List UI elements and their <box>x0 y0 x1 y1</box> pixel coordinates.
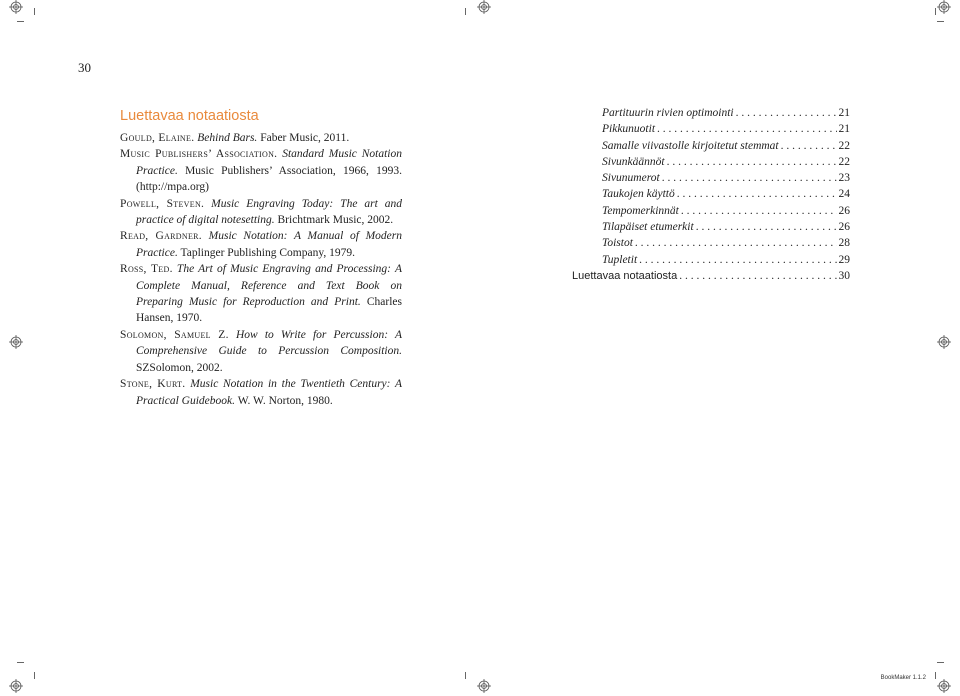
entry-details: Charles Hansen, 1970. <box>136 296 402 325</box>
toc-entry[interactable] <box>572 107 850 123</box>
toc-leader <box>635 237 837 249</box>
table-of-contents <box>572 107 850 286</box>
toc-label: Sivunumerot <box>602 172 660 185</box>
toc-label: Tempomerkinnät <box>602 204 679 217</box>
toc-label: Toistot <box>602 237 633 250</box>
toc-page: 23 <box>838 172 850 185</box>
toc-page: 22 <box>838 139 850 152</box>
footer-label: BookMaker 1.1.2 <box>880 675 926 681</box>
toc-label: Tupletit <box>602 253 638 266</box>
toc-label: Pikkunuotit <box>602 123 656 136</box>
bibliography-entry <box>120 228 402 261</box>
entry-details: Music Publishers’ Association, 1966, 1993. (http://mpa.org) <box>136 164 403 194</box>
entry-title: Standard Music Notation Practice. <box>136 148 403 177</box>
toc-entry[interactable] <box>572 254 850 270</box>
crop-mark <box>465 672 466 679</box>
registration-mark-icon <box>9 679 23 693</box>
toc-label: Sivunkäännöt <box>602 155 665 168</box>
bibliography-entry <box>120 376 402 409</box>
crop-mark <box>935 8 936 15</box>
entry-title: Behind Bars. <box>197 132 258 144</box>
toc-label: Taukojen käyttö <box>602 188 675 201</box>
crop-mark <box>17 662 24 663</box>
toc-leader <box>736 107 837 119</box>
bibliography-entry <box>120 196 402 229</box>
entry-details: Faber Music, 2011. <box>260 132 350 144</box>
toc-page: 26 <box>838 221 850 234</box>
toc-entry[interactable] <box>572 237 850 253</box>
entry-title: Music Notation in the Twentieth Century: A Practical Guidebook. <box>136 378 402 407</box>
crop-mark <box>935 672 936 679</box>
toc-entry[interactable] <box>572 172 850 188</box>
toc-page: 28 <box>838 237 850 250</box>
toc-page: 26 <box>838 204 850 217</box>
toc-leader <box>657 123 836 135</box>
toc-leader <box>662 172 837 184</box>
crop-mark <box>34 8 35 15</box>
toc-leader <box>677 188 837 200</box>
bibliography-entry <box>120 261 402 327</box>
registration-mark-icon <box>937 0 951 14</box>
toc-page: 21 <box>838 123 850 136</box>
crop-mark <box>17 21 24 22</box>
toc-page: 22 <box>838 155 850 168</box>
entry-details: SZSolomon, 2002. <box>136 361 223 374</box>
toc-leader <box>679 270 836 282</box>
registration-mark-icon <box>477 679 491 693</box>
toc-entry[interactable] <box>572 123 850 139</box>
section-heading: Luettavaa notaatiosta <box>120 108 259 124</box>
crop-mark <box>34 672 35 679</box>
crop-mark <box>465 8 466 15</box>
entry-details: Taplinger Publishing Company, 1979. <box>180 246 355 259</box>
entry-details: W. W. Norton, 1980. <box>237 394 333 407</box>
entry-author: Solomon, Samuel Z. <box>120 328 229 341</box>
entry-title: The Art of Music Engraving and Processing: A Complete Manual, Reference and Text Book on Preparing Music for Reproduction and Print. <box>136 263 402 309</box>
entry-author: Music Publishers’ Association. <box>120 148 278 161</box>
page-number: 30 <box>78 60 91 75</box>
toc-page: 24 <box>838 188 850 201</box>
toc-leader <box>681 205 837 217</box>
entry-details: Brichtmark Music, 2002. <box>277 214 394 227</box>
toc-entry[interactable] <box>572 156 850 172</box>
toc-entry[interactable] <box>572 140 850 156</box>
toc-entry-main[interactable] <box>572 270 850 286</box>
toc-page: 29 <box>838 253 850 266</box>
toc-label: Tilapäiset etumerkit <box>602 221 694 234</box>
bibliography-entry <box>120 146 402 195</box>
toc-leader <box>781 140 837 152</box>
entry-author: Read, Gardner. <box>120 230 202 243</box>
toc-label: Luettavaa notaatiosta <box>572 269 678 282</box>
toc-leader <box>696 221 837 233</box>
bibliography-section <box>120 108 402 409</box>
bibliography-entry <box>120 130 402 146</box>
registration-mark-icon <box>937 335 951 349</box>
entry-title: Music Engraving Today: The art and practice of digital notesetting. <box>136 197 402 227</box>
toc-page: 21 <box>838 107 850 119</box>
entry-title: How to Write for Percussion: A Comprehensive Guide to Percussion Composition. <box>136 328 402 358</box>
bibliography-entry <box>120 327 402 376</box>
toc-leader <box>639 254 836 266</box>
entry-author: Ross, Ted. <box>120 263 173 276</box>
entry-author: Stone, Kurt. <box>120 378 186 391</box>
toc-entry[interactable] <box>572 221 850 237</box>
registration-mark-icon <box>937 679 951 693</box>
entry-title: Music Notation: A Manual of Modern Practice. <box>136 230 402 259</box>
crop-mark <box>937 21 944 22</box>
toc-label: Samalle viivastolle kirjoitetut stemmat <box>602 139 779 152</box>
toc-entry[interactable] <box>572 205 850 221</box>
crop-mark <box>937 662 944 663</box>
toc-leader <box>667 156 837 168</box>
entry-author: Gould, Elaine. <box>120 132 195 144</box>
registration-mark-icon <box>477 0 491 14</box>
registration-mark-icon <box>9 335 23 349</box>
toc-page: 30 <box>838 269 850 282</box>
toc-label: Partituurin rivien optimointi <box>602 107 734 119</box>
registration-mark-icon <box>9 0 23 14</box>
entry-author: Powell, Steven. <box>120 197 205 210</box>
toc-entry[interactable] <box>572 188 850 204</box>
